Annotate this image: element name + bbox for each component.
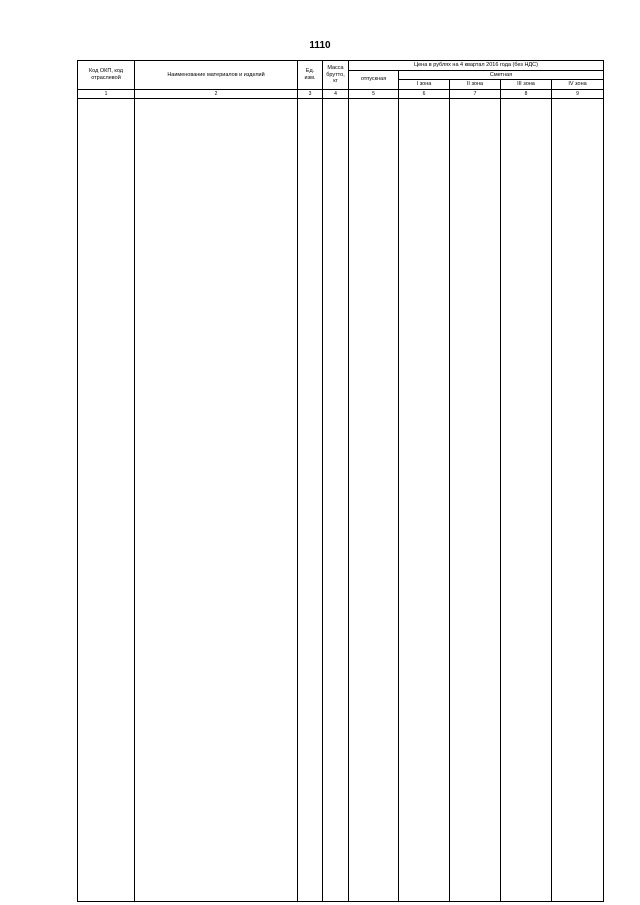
header-estimate: Сметная <box>399 70 604 80</box>
price-table <box>77 60 603 902</box>
header-code: Код ОКП, код отраслевой <box>78 61 135 90</box>
table-body <box>78 98 604 901</box>
column-number: 8 <box>501 89 552 98</box>
header-zone-3: III зона <box>501 80 552 90</box>
header-zone-4: IV зона <box>552 80 604 90</box>
column-number: 9 <box>552 89 604 98</box>
column-number: 6 <box>399 89 450 98</box>
column-number: 1 <box>78 89 135 98</box>
column-number: 7 <box>450 89 501 98</box>
header-zone-1: I зона <box>399 80 450 90</box>
header-zone-2: II зона <box>450 80 501 90</box>
header-mass: Масса брутто, кг <box>323 61 349 90</box>
column-number: 3 <box>298 89 323 98</box>
header-name: Наименование материалов и изделий <box>135 61 298 90</box>
header-unit: Ед. изм. <box>298 61 323 90</box>
column-number-row <box>78 89 604 98</box>
header-release: отпускная <box>349 70 399 89</box>
column-number: 2 <box>135 89 298 98</box>
header-price-group: Цена в рублях на 4 квартал 2016 года (без НДС) <box>349 61 604 71</box>
page-number: 1110 <box>309 40 331 51</box>
column-number: 4 <box>323 89 349 98</box>
column-number: 5 <box>349 89 399 98</box>
